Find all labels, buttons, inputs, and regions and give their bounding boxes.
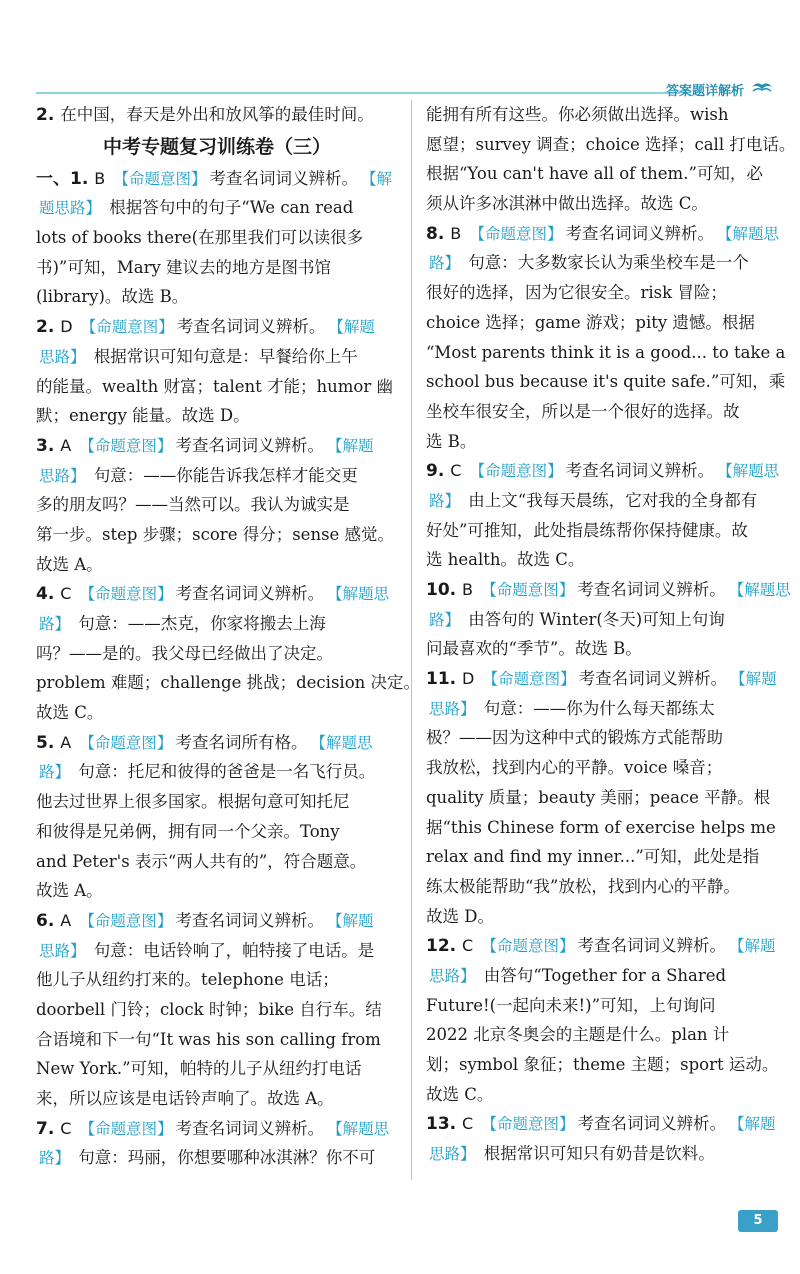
- line-text: (library)。故选 B。: [36, 287, 189, 307]
- line-text: 考查名词词义辨析。: [209, 168, 358, 188]
- header-rule: [36, 92, 680, 94]
- answer-letter: C: [60, 584, 72, 604]
- text-line: [36, 372, 398, 402]
- line-text: 问最喜欢的“季节”。故选 B。: [426, 639, 642, 659]
- text-line: [426, 516, 772, 546]
- line-text: relax and find my inner...”可知，此处是指: [426, 847, 760, 867]
- text-line: [426, 338, 786, 368]
- text-line: [36, 995, 398, 1025]
- text-line: [426, 1139, 772, 1169]
- line-text: 句意：——你为什么每天都练太: [478, 698, 715, 718]
- text-line: [426, 189, 772, 219]
- line-text: 由答句“Together for a Shared: [478, 965, 727, 985]
- text-line: [426, 100, 772, 130]
- annotation-tag: 路】: [429, 610, 461, 629]
- line-text: 考查名词词义辨析。: [565, 223, 714, 243]
- question-number: 10.: [426, 580, 463, 600]
- text-line: [36, 461, 398, 491]
- text-line: [426, 813, 776, 843]
- text-line: [36, 490, 398, 520]
- text-line: [36, 1025, 398, 1055]
- line-text: 在中国，春天是外出和放风筝的最佳时间。: [60, 105, 374, 124]
- text-line: [426, 545, 772, 575]
- text-line: [426, 130, 796, 160]
- answer-letter: A: [60, 732, 72, 752]
- text-line: [426, 367, 786, 397]
- question-number: 3.: [36, 435, 61, 456]
- annotation-tag: 题思路】: [39, 199, 102, 218]
- text-line: [426, 931, 776, 961]
- annotation-tag: 【解题思: [717, 462, 780, 481]
- text-line: [36, 639, 398, 669]
- answer-letter: C: [60, 1118, 72, 1138]
- text-line: [426, 308, 772, 338]
- text-line: [36, 401, 398, 431]
- text-line: [426, 248, 772, 278]
- text-line: [36, 282, 398, 312]
- line-text: 考查名词词义辨析。: [175, 435, 324, 455]
- line-text: 故选 C。: [426, 1084, 494, 1104]
- text-line: [36, 698, 398, 728]
- text-line: [36, 342, 398, 372]
- line-text: doorbell 门铃；clock 时钟；bike 自行车。结: [36, 999, 382, 1019]
- line-text: quality 质量；beauty 美丽；peace 平静。根: [426, 787, 771, 807]
- line-text: 句意：电话铃响了，帕特接了电话。是: [88, 940, 375, 960]
- text-line: [36, 936, 398, 966]
- annotation-tag: 【解题: [728, 1115, 776, 1134]
- line-text: 考查名词词义辨析。: [578, 669, 728, 689]
- annotation-tag: 【解题思: [728, 581, 791, 599]
- text-line: [426, 219, 779, 249]
- book-logo-icon: [750, 78, 774, 96]
- text-line: [426, 664, 777, 694]
- line-text: 能拥有所有这些。你必须做出选择。wish: [426, 105, 729, 124]
- line-text: 2022 北京冬奥会的主题是什么。plan 计: [426, 1025, 730, 1045]
- text-line: [36, 312, 398, 342]
- line-text: 考查名词词义辨析。: [175, 584, 325, 604]
- annotation-tag: 【解题: [326, 911, 374, 930]
- text-line: [426, 456, 780, 486]
- annotation-tag: 【解题思: [327, 1119, 390, 1138]
- annotation-tag: 路】: [39, 763, 71, 782]
- question-number: 7.: [36, 1118, 61, 1139]
- question-number: 5.: [36, 732, 61, 753]
- text-line: [426, 1109, 776, 1139]
- line-text: 根据常识可知只有奶昔是饮料。: [478, 1144, 715, 1164]
- line-text: 第一步。step 步骤；score 得分；sense 感觉。: [36, 524, 395, 544]
- answer-letter: A: [60, 910, 72, 930]
- annotation-tag: 【命题意图】: [482, 670, 576, 689]
- text-line: [426, 753, 772, 783]
- text-line: [36, 193, 398, 223]
- line-text: 选 B。: [426, 431, 477, 451]
- line-text: 句意：——你能告诉我怎样才能交更: [88, 465, 358, 485]
- line-text: New York.”可知，帕特的儿子从纽约打电话: [36, 1059, 362, 1079]
- line-text: 他去过世界上很多国家。根据句意可知托尼: [36, 792, 350, 812]
- question-number: 4.: [36, 584, 61, 605]
- text-line: [36, 1143, 398, 1173]
- line-text: 考查名词所有格。: [175, 732, 308, 752]
- annotation-tag: 【解题思: [327, 585, 390, 604]
- line-text: 多的朋友吗？——当然可以。我认为诚实是: [36, 495, 350, 515]
- text-line: [36, 817, 398, 847]
- line-text: 故选 A。: [36, 554, 103, 574]
- text-line: [36, 757, 398, 787]
- line-text: school bus because it's quite safe.”可知，乘: [426, 372, 786, 392]
- annotation-tag: 【命题意图】: [113, 169, 207, 188]
- text-line: [426, 278, 772, 308]
- answer-letter: B: [450, 223, 462, 243]
- question-number: 8.: [426, 223, 451, 244]
- text-line: [36, 520, 398, 550]
- line-text: choice 选择；game 游戏；pity 遗憾。根据: [426, 312, 755, 332]
- text-line: [36, 1054, 398, 1084]
- line-text: 须从许多冰淇淋中做出选择。故选 C。: [426, 194, 708, 214]
- page-number: 5: [753, 1213, 763, 1228]
- annotation-tag: 思路】: [429, 966, 476, 985]
- text-line: [36, 728, 398, 758]
- question-number: 12.: [426, 936, 463, 957]
- answer-letter: D: [60, 317, 73, 337]
- text-line: [426, 694, 772, 724]
- text-line: [426, 605, 772, 635]
- annotation-tag: 【解题思: [716, 224, 779, 243]
- annotation-tag: 路】: [39, 1149, 71, 1168]
- line-text: 划；symbol 象征；theme 主题；sport 运动。: [426, 1055, 779, 1074]
- text-line: [36, 253, 398, 283]
- text-line: [36, 787, 398, 817]
- annotation-tag: 【解题: [328, 318, 375, 337]
- text-line: [426, 427, 772, 457]
- line-text: lots of books there(在那里我们可以读很多: [36, 228, 364, 248]
- answer-letter: B: [94, 168, 106, 188]
- line-text: Future!(一起向未来!)”可知，上句询问: [426, 995, 716, 1015]
- annotation-tag: 【解: [360, 169, 392, 188]
- line-text: 考查名词词义辨析。: [577, 1114, 726, 1134]
- line-text: 愿望；survey 调查；choice 选择；call 打电话。: [426, 134, 796, 154]
- annotation-tag: 【命题意图】: [481, 1115, 575, 1134]
- page-header: [36, 78, 780, 100]
- line-text: 考查名词词义辨析。: [565, 461, 715, 481]
- line-text: 句意：托尼和彼得的爸爸是一名飞行员。: [73, 762, 376, 782]
- text-line: [426, 902, 772, 932]
- annotation-tag: 【命题意图】: [79, 911, 173, 930]
- annotation-tag: 【命题意图】: [79, 585, 173, 604]
- text-line: [36, 965, 398, 995]
- annotation-tag: 【命题意图】: [79, 1119, 173, 1138]
- annotation-tag: 【命题意图】: [469, 462, 563, 481]
- question-number: 2.: [36, 317, 61, 338]
- column-divider: [411, 100, 412, 1180]
- text-line: [426, 872, 772, 902]
- annotation-tag: 思路】: [39, 466, 86, 485]
- line-text: 好处”可推知，此处指晨练帮你保持健康。故: [426, 520, 748, 540]
- text-line: [36, 579, 398, 609]
- line-text: 和彼得是兄弟俩，拥有同一个父亲。Tony: [36, 821, 340, 841]
- line-text: 很好的选择，因为它很安全。risk 冒险；: [426, 283, 727, 303]
- text-line: [36, 609, 398, 639]
- left-column: [36, 100, 420, 1274]
- line-text: problem 难题；challenge 挑战；decision 决定。: [36, 673, 420, 693]
- annotation-tag: 路】: [429, 491, 461, 510]
- line-text: 考查名词词义辨析。: [577, 580, 726, 599]
- line-text: 默；energy 能量。故选 D。: [36, 406, 250, 426]
- question-number: 6.: [36, 910, 61, 931]
- text-line: [36, 1084, 398, 1114]
- text-line: [426, 1050, 779, 1080]
- line-text: 由答句的 Winter(冬天)可知上句询: [463, 609, 725, 629]
- text-line: [36, 431, 398, 461]
- text-line: [36, 100, 398, 130]
- line-text: 故选 C。: [36, 703, 104, 723]
- text-line: [36, 847, 398, 877]
- line-text: 句意：玛丽，你想要哪种冰淇淋？你不可: [73, 1148, 376, 1168]
- line-text: 考查名词词义辨析。: [577, 936, 726, 956]
- line-text: and Peter's 表示“两人共有的”，符合题意。: [36, 851, 367, 871]
- text-line: [426, 486, 772, 516]
- annotation-tag: 思路】: [39, 941, 86, 960]
- text-line: [426, 723, 772, 753]
- text-line: [36, 223, 398, 253]
- text-line: [426, 1020, 772, 1050]
- annotation-tag: 【解题: [326, 436, 374, 455]
- annotation-tag: 【命题意图】: [79, 436, 173, 455]
- line-text: 他儿子从纽约打来的。telephone 电话；: [36, 970, 339, 990]
- text-line: [426, 575, 791, 605]
- annotation-tag: 思路】: [429, 1145, 476, 1164]
- line-text: 句意：大多数家长认为乘坐校车是一个: [463, 253, 749, 273]
- text-line: [426, 159, 772, 189]
- line-text: 考查名词词义辨析。: [175, 910, 324, 930]
- line-text: 极？——因为这种中式的锻炼方式能帮助: [426, 728, 723, 748]
- question-number: 1.: [70, 168, 95, 189]
- line-text: 根据答句中的句子“We can read: [104, 198, 354, 218]
- line-text: 考查名词词义辨析。: [175, 1118, 325, 1138]
- section-title: 中考专题复习训练卷（三）: [102, 135, 331, 158]
- line-text: 选 health。故选 C。: [426, 550, 585, 570]
- line-text: 故选 A。: [36, 881, 103, 901]
- text-line: [36, 164, 398, 194]
- line-text: 练太极能帮助“我”放松，找到内心的平静。: [426, 876, 740, 896]
- text-line: [36, 550, 398, 580]
- line-text: 句意：——杰克，你家将搬去上海: [73, 614, 326, 633]
- line-text: 故选 D。: [426, 906, 494, 926]
- question-number: 9.: [426, 461, 451, 482]
- answer-letter: C: [462, 1114, 474, 1134]
- answer-letter: B: [462, 580, 474, 599]
- text-line: [36, 668, 420, 698]
- annotation-tag: 思路】: [39, 347, 86, 366]
- annotation-tag: 【命题意图】: [79, 733, 173, 752]
- line-text: 由上文“我每天晨练，它对我的全身都有: [463, 490, 758, 510]
- line-text: 来，所以应该是电话铃声响了。故选 A。: [36, 1089, 334, 1108]
- text-line: [36, 906, 398, 936]
- text-line: [426, 634, 772, 664]
- text-line: [36, 1114, 398, 1144]
- text-line: [426, 842, 772, 872]
- line-text: “Most parents think it is a good... to take a: [426, 342, 786, 362]
- answer-letter: C: [462, 936, 474, 956]
- question-number: 2.: [36, 105, 61, 125]
- question-number: 11.: [426, 669, 463, 690]
- section-number: 一、: [36, 168, 70, 189]
- line-text: 考查名词词义辨析。: [176, 317, 326, 337]
- right-column: [426, 100, 796, 1274]
- header-brand: 答案题详解析: [665, 84, 744, 99]
- line-text: 的能量。wealth 财富；talent 才能；humor 幽: [36, 376, 393, 396]
- annotation-tag: 路】: [429, 254, 461, 273]
- line-text: 根据常识可知句意是：早餐给你上午: [88, 346, 358, 366]
- line-text: 我放松，找到内心的平静。voice 嗓音；: [426, 758, 723, 778]
- line-text: 书)”可知，Mary 建议去的地方是图书馆: [36, 257, 332, 277]
- annotation-tag: 【解题: [730, 670, 777, 689]
- annotation-tag: 【解题思: [310, 733, 373, 752]
- annotation-tag: 【命题意图】: [80, 318, 174, 337]
- page-number-badge: [738, 1210, 778, 1232]
- text-line: [36, 876, 398, 906]
- annotation-tag: 【命题意图】: [481, 937, 575, 956]
- text-line: [426, 1080, 772, 1110]
- line-text: 坐校车很安全，所以是一个很好的选择。故: [426, 401, 740, 421]
- answer-letter: D: [462, 669, 475, 689]
- line-text: 据“this Chinese form of exercise helps me: [426, 817, 776, 837]
- annotation-tag: 思路】: [429, 699, 476, 718]
- text-line: [426, 991, 772, 1021]
- annotation-tag: 【命题意图】: [469, 224, 563, 243]
- annotation-tag: 【命题意图】: [481, 581, 575, 599]
- line-text: 合语境和下一句“It was his son calling from: [36, 1029, 381, 1049]
- line-text: 根据“You can't have all of them.”可知，必: [426, 164, 763, 184]
- question-number: 13.: [426, 1114, 463, 1135]
- text-line: [426, 783, 772, 813]
- text-line: [426, 397, 772, 427]
- annotation-tag: 【解题: [728, 937, 776, 956]
- annotation-tag: 路】: [39, 615, 71, 633]
- text-line: [426, 961, 772, 991]
- line-text: 吗？——是的。我父母已经做出了决定。: [36, 643, 333, 663]
- answer-letter: C: [450, 461, 462, 481]
- answer-letter: A: [60, 435, 72, 455]
